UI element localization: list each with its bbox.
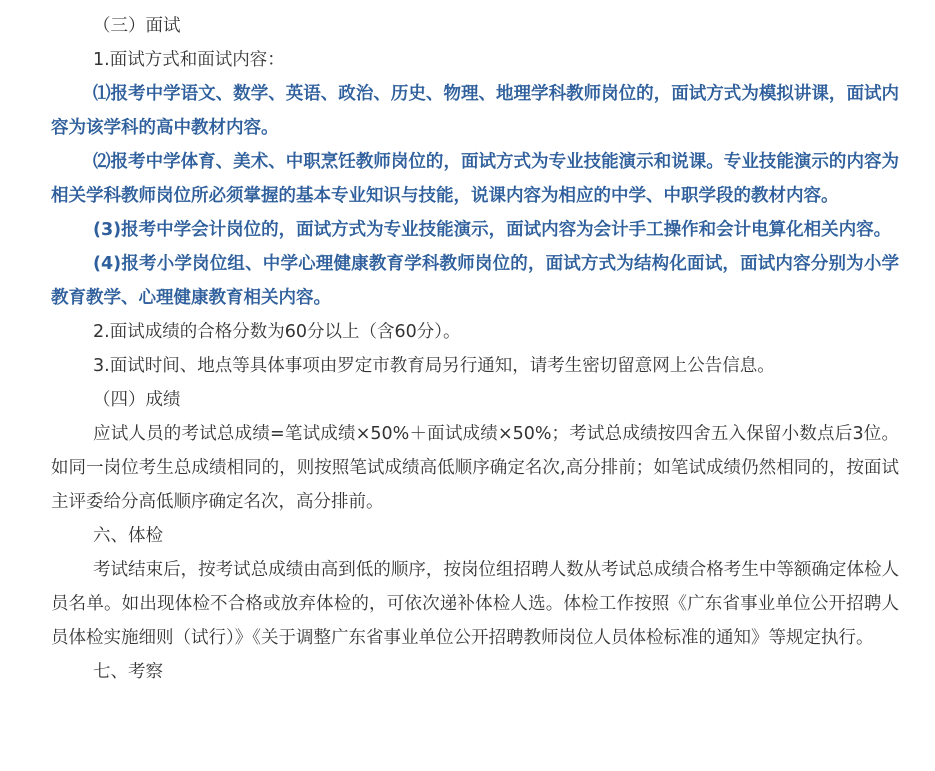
physical-exam-paragraph: 考试结束后，按考试总成绩由高到低的顺序，按岗位组招聘人数从考试总成绩合格考生中等额确定体检人员名单。如出现体检不合格或放弃体检的，可依次递补体检人选。体检工作按照《广东省事业单位公开招聘人员体检实施细则（试行）》《关于调整广东省事业单位公开招聘教师岗位人员体检标准的通知》等规定执行。 xyxy=(51,560,899,648)
section-heading-inspection: 七、考察 xyxy=(93,662,163,682)
interview-item-2: ⑵报考中学体育、美术、中职烹饪教师岗位的，面试方式为专业技能演示和说课。专业技能演示的内容为相关学科教师岗位所必须掌握的基本专业知识与技能，说课内容为相应的中学、中职学段的教材内容。 xyxy=(51,152,899,206)
interview-method-heading: 1.面试方式和面试内容： xyxy=(93,50,285,70)
section-heading-scores: （四）成绩 xyxy=(93,390,181,410)
section-heading-interview: （三）面试 xyxy=(93,16,181,36)
section-heading-physical-exam: 六、体检 xyxy=(93,526,163,546)
interview-schedule-notice: 3.面试时间、地点等具体事项由罗定市教育局另行通知，请考生密切留意网上公告信息。 xyxy=(93,356,775,376)
document-body xyxy=(51,9,899,682)
interview-item-3: (3)报考中学会计岗位的，面试方式为专业技能演示，面试内容为会计手工操作和会计电算化相关内容。 xyxy=(93,220,892,240)
scores-paragraph: 应试人员的考试总成绩=笔试成绩×50%＋面试成绩×50%；考试总成绩按四舍五入保留小数点后3位。如同一岗位考生总成绩相同的，则按照笔试成绩高低顺序确定名次,高分排前；如笔试成绩仍然相同的，按面试主评委给分高低顺序确定名次，高分排前。 xyxy=(51,424,899,512)
interview-item-1: ⑴报考中学语文、数学、英语、政治、历史、物理、地理学科教师岗位的，面试方式为模拟讲课，面试内容为该学科的高中教材内容。 xyxy=(51,84,899,138)
interview-passing-score: 2.面试成绩的合格分数为60分以上（含60分）。 xyxy=(93,322,461,342)
interview-item-4: (4)报考小学岗位组、中学心理健康教育学科教师岗位的，面试方式为结构化面试，面试内容分别为小学教育教学、心理健康教育相关内容。 xyxy=(51,254,899,308)
